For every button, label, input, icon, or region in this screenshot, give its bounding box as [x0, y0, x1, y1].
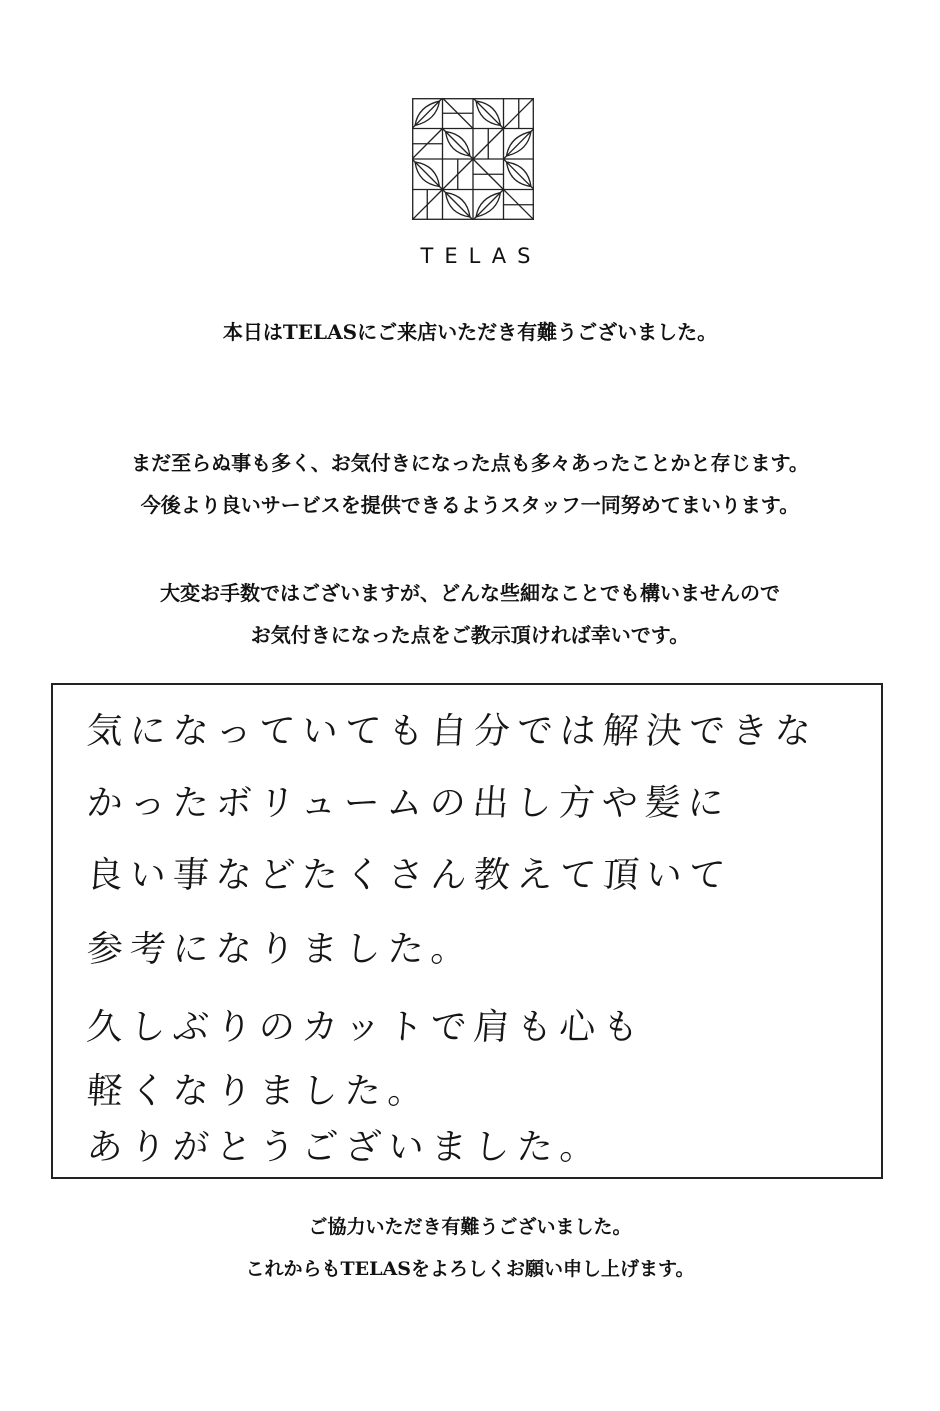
feedback-line: 軽くなりました。	[85, 1071, 433, 1112]
closing-line-2: これからもTELASをよろしくお願い申し上げます。	[245, 1258, 695, 1280]
brand-name: TELAS	[420, 244, 542, 268]
intro-line-2: 今後より良いサービスを提供できるようスタッフ一同努めてまいります。	[140, 493, 800, 517]
telas-lattice-logo-icon	[412, 98, 534, 220]
feedback-line: 良い事などたくさん教えて頂いて	[85, 855, 734, 896]
feedback-line: 気になっていても自分では解決できな	[85, 711, 820, 752]
feedback-box	[51, 683, 883, 1179]
request-line-2: お気付きになった点をご教示頂ければ幸いです。	[250, 623, 690, 647]
feedback-line: ありがとうございました。	[85, 1127, 605, 1168]
intro-line-1: まだ至らぬ事も多く、お気付きになった点も多々あったことかと存じます。	[131, 451, 809, 475]
closing-line-1: ご協力いただき有難うございました。	[308, 1216, 632, 1238]
feedback-line: 久しぶりのカットで肩も心も	[85, 1007, 647, 1048]
feedback-line: かったボリュームの出し方や髪に	[85, 783, 733, 824]
feedback-line: 参考になりました。	[85, 929, 476, 970]
request-line-1: 大変お手数ではございますが、どんな些細なことでも構いませんので	[160, 581, 780, 605]
greeting-text: 本日はTELASにご来店いただき有難うございました。	[222, 320, 718, 344]
